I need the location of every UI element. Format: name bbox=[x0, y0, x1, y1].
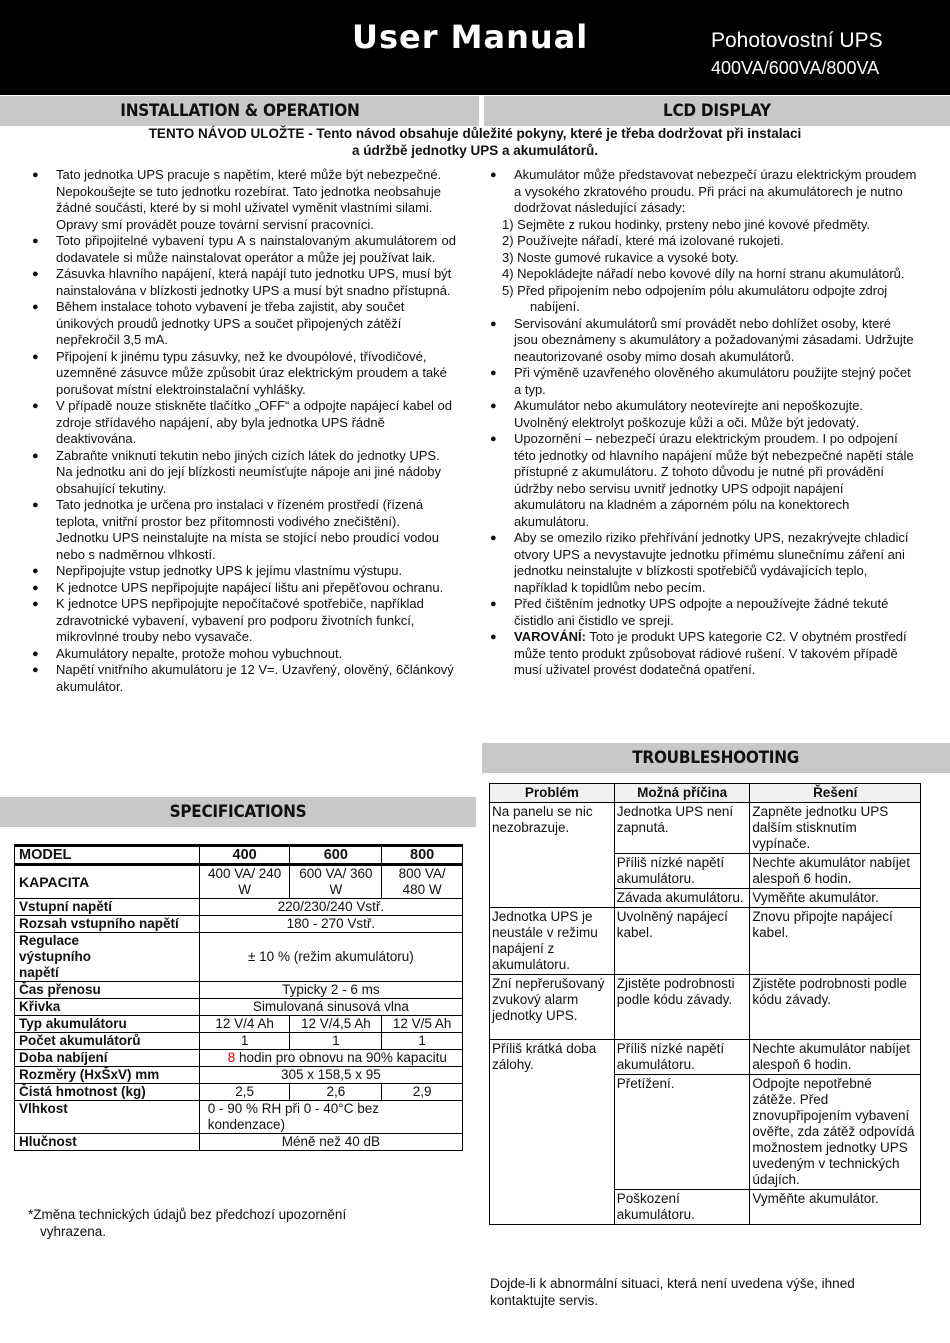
list-item: ● Během instalace tohoto vybavení je třeba zajistit, aby součet únikových proudů jednotky UPS a součet připojených zátěží nepřekročil 3,5 mA. bbox=[32, 299, 456, 349]
table-cell: KAPACITA bbox=[15, 865, 200, 899]
warning-line-2: a údržbě jednotky UPS a akumulátorů. bbox=[351, 142, 599, 158]
table-cell: 400 bbox=[199, 846, 290, 865]
table-cell: 2,9 bbox=[382, 1084, 463, 1101]
table-cell: 1 bbox=[290, 1033, 382, 1050]
product-models: 400VA/600VA/800VA bbox=[711, 58, 880, 78]
table-row bbox=[15, 1050, 463, 1067]
table-cell: Doba nabíjení bbox=[15, 1050, 200, 1067]
table-row bbox=[15, 899, 463, 916]
table-cell: 800 VA/ 480 W bbox=[382, 865, 463, 899]
step-item: 5) Před připojením nebo odpojením pólu akumulátoru odpojte zdroj nabíjení. bbox=[502, 282, 888, 314]
table-cell: 400 VA/ 240 W bbox=[199, 865, 290, 899]
step-item: 1) Sejměte z rukou hodinky, prsteny nebo jiné kovové předměty. bbox=[502, 216, 871, 232]
list-item: ● Tato jednotka je určena pro instalaci v řízeném prostředí (řízená teplota, vnitřní prostor bez přítomnosti vodivého znečištění). Jednotku UPS neinstalujte na místa se stojící nebo proudící vodou nebo s nadměrnou vlhkostí. bbox=[32, 497, 456, 563]
table-cell: Zní nepřerušovaný zvukový alarm jednotky UPS. bbox=[490, 975, 615, 1040]
table-cell: Zjistěte podrobnosti podle kódu závady. bbox=[614, 975, 750, 1040]
table-cell: Rozsah vstupního napětí bbox=[15, 916, 200, 933]
list-item: ● Tato jednotka UPS pracuje s napětím, které může být nebezpečné. Nepokoušejte se tuto jednotku rozebírat. Tato jednotka neobsahuje žádné součásti, které by si mohl uživatel vyměnit vlastními silami. Opravy smí provádět pouze tovární servisní pracovníci. bbox=[32, 167, 456, 233]
table-cell: Přetížení. bbox=[614, 1075, 750, 1190]
list-item: ● K jednotce UPS nepřipojujte nepočítačové spotřebiče, například zdravotnické vybavení, vybavení pro podporu životních funkcí, mikrovlnné trouby nebo vysavače. bbox=[32, 596, 456, 646]
list-item: ● Akumulátory nepalte, protože mohou vybuchnout. bbox=[32, 646, 456, 663]
table-cell: 800 bbox=[382, 846, 463, 865]
table-row bbox=[15, 1067, 463, 1084]
table-cell: Čistá hmotnost (kg) bbox=[15, 1084, 200, 1101]
specifications-table bbox=[14, 844, 463, 1151]
list-item: ● K jednotce UPS nepřipojujte napájecí lištu ani přepěťovou ochranu. bbox=[32, 580, 456, 597]
table-cell: Jednotka UPS není zapnutá. bbox=[614, 803, 750, 854]
troubleshooting-table bbox=[489, 783, 921, 1225]
table-cell: Křivka bbox=[15, 999, 200, 1016]
list-item: ● Při výměně uzavřeného olověného akumulátoru použijte stejný počet a typ. bbox=[490, 365, 918, 398]
table-cell: 12 V/4,5 Ah bbox=[290, 1016, 382, 1033]
list-item: ● Nepřipojujte vstup jednotky UPS k jejímu vlastnímu výstupu. bbox=[32, 563, 456, 580]
table-row bbox=[15, 1101, 463, 1134]
table-cell: 0 - 90 % RH při 0 - 40°C bez kondenzace) bbox=[199, 1101, 462, 1134]
table-cell: 220/230/240 Vstř. bbox=[199, 899, 462, 916]
table-cell: Příliš nízké napětí akumulátoru. bbox=[614, 1040, 750, 1075]
table-row bbox=[15, 1084, 463, 1101]
section-troubleshooting-bar bbox=[482, 743, 950, 773]
table-cell: 1 bbox=[199, 1033, 290, 1050]
table-cell bbox=[199, 1050, 462, 1067]
table-cell: 2,6 bbox=[290, 1084, 382, 1101]
warning-text: Toto je produkt UPS kategorie C2. V obytném prostředí může tento produkt způsobovat rádiové rušení. V takovém případě musí uživatel provést dodatečná opatření. bbox=[514, 629, 907, 677]
table-row bbox=[15, 865, 463, 899]
list-item: ● Zásuvka hlavního napájení, která napájí tuto jednotku UPS, musí být nainstalována v blízkosti jednotky UPS a musí být snadno přístupná. bbox=[32, 266, 456, 299]
table-cell: Uvolněný napájecí kabel. bbox=[614, 908, 750, 975]
warning-line-1: TENTO NÁVOD ULOŽTE - Tento návod obsahuje důležité pokyny, které je třeba dodržovat při instalaci bbox=[148, 126, 802, 141]
table-cell: Jednotka UPS je neustále v režimu napájení z akumulátoru. bbox=[490, 908, 615, 975]
table-cell: 12 V/4 Ah bbox=[199, 1016, 290, 1033]
section-lcd-title: LCD DISPLAY bbox=[663, 101, 771, 121]
list-item: ● Toto připojitelné vybavení typu A s nainstalovaným akumulátorem od dodavatele si může nainstalovat operátor a může jej používat laik. bbox=[32, 233, 456, 266]
table-cell: Hlučnost bbox=[15, 1134, 200, 1151]
table-row bbox=[15, 1033, 463, 1050]
table-cell: 2,5 bbox=[199, 1084, 290, 1101]
table-cell: Příliš nízké napětí akumulátoru. bbox=[614, 854, 750, 889]
list-item: ● Připojení k jinému typu zásuvky, než ke dvoupólové, třívodičové, uzemněné zásuvce může způsobit úraz elektrickým proudem a také porušovat místní elektroinstalační vyhlášky. bbox=[32, 349, 456, 399]
table-cell: Nechte akumulátor nabíjet alespoň 6 hodin. bbox=[750, 854, 921, 889]
table-row bbox=[490, 1040, 921, 1075]
product-name: Pohotovostní UPS bbox=[711, 29, 883, 52]
list-item: ● Před čištěním jednotky UPS odpojte a nepoužívejte žádné tekuté čistidlo ani čistidlo ve spreji. bbox=[490, 596, 918, 629]
table-cell: Vyměňte akumulátor. bbox=[750, 889, 921, 908]
table-cell: Odpojte nepotřebné zátěže. Před znovupřipojením vybavení ověřte, zda zátěž odpovídá možnostem jednotky UPS uvedeným v technických údajích. bbox=[750, 1075, 921, 1190]
table-cell: ± 10 % (režim akumulátoru) bbox=[199, 933, 462, 982]
battery-safety-column bbox=[490, 167, 918, 679]
table-cell: Poškození akumulátoru. bbox=[614, 1190, 750, 1225]
section-lcd-bar bbox=[484, 96, 950, 126]
table-cell: Vlhkost bbox=[15, 1101, 200, 1134]
table-cell: Simulovaná sinusová vlna bbox=[199, 999, 462, 1016]
table-row bbox=[15, 846, 463, 865]
charge-hours-text: hodin pro obnovu na 90% kapacitu bbox=[235, 1050, 447, 1065]
list-item: ● Napětí vnitřního akumulátoru je 12 V=. Uzavřený, olověný, 6článkový akumulátor. bbox=[32, 662, 456, 695]
table-cell: Typicky 2 - 6 ms bbox=[199, 982, 462, 999]
list-item: ● V případě nouze stiskněte tlačítko „OFF“ a odpojte napájecí kabel od zdroje střídavého napájení, aby byla jednotka UPS řádně deaktivována. bbox=[32, 398, 456, 448]
table-cell: Počet akumulátorů bbox=[15, 1033, 200, 1050]
section-installation-bar bbox=[0, 96, 479, 126]
table-cell: Rozměry (HxŠxV) mm bbox=[15, 1067, 200, 1084]
step-item: 3) Noste gumové rukavice a vysoké boty. bbox=[502, 249, 739, 265]
table-row bbox=[15, 916, 463, 933]
list-item: ● Servisování akumulátorů smí provádět nebo dohlížet osoby, které jsou obeznámeny s akumulátory a požadovanými zásadami. Udržujte neautorizované osoby mimo dosah akumulátorů. bbox=[490, 316, 918, 366]
table-cell: Možná příčina bbox=[614, 784, 750, 803]
table-cell: 180 - 270 Vstř. bbox=[199, 916, 462, 933]
table-cell: 600 VA/ 360 W bbox=[290, 865, 382, 899]
warning-label: VAROVÁNÍ: bbox=[514, 629, 586, 644]
table-cell: Řešení bbox=[750, 784, 921, 803]
list-item: ● Zabraňte vniknutí tekutin nebo jiných cizích látek do jednotky UPS. Na jednotku ani do její blízkosti neumísťujte nápoje ani jiné nádoby obsahující tekutiny. bbox=[32, 448, 456, 498]
charge-hours-value: 8 bbox=[227, 1050, 236, 1065]
table-row bbox=[15, 1134, 463, 1151]
step-item: 4) Nepokládejte nářadí nebo kovové díly na horní stranu akumulátorů. bbox=[502, 266, 905, 281]
list-item: ● Upozornění – nebezpečí úrazu elektrickým proudem. I po odpojení této jednotky od hlavního napájení může být nebezpečné napětí stále přístupné z akumulátoru. Z tohoto důvodu je nutné při provádění údržby nebo servisu uvnitř jednotky UPS odpojit napájení akumulátoru na kladném a záporném pólu na konektorech akumulátoru. bbox=[490, 431, 918, 530]
table-cell: 305 x 158,5 x 95 bbox=[199, 1067, 462, 1084]
table-cell: Na panelu se nic nezobrazuje. bbox=[490, 803, 615, 908]
table-row bbox=[490, 803, 921, 854]
table-cell: MODEL bbox=[15, 846, 200, 865]
table-cell: 12 V/5 Ah bbox=[382, 1016, 463, 1033]
table-row bbox=[490, 784, 921, 803]
list-item: ● Akumulátor může představovat nebezpečí úrazu elektrickým proudem a vysokého zkratového proudu. Při práci na akumulátorech je nutno dodržovat následující zásady: bbox=[490, 167, 918, 217]
table-cell: Regulace výstupního napětí bbox=[15, 933, 200, 982]
table-row bbox=[15, 1016, 463, 1033]
table-row bbox=[15, 933, 463, 982]
table-row bbox=[490, 975, 921, 1040]
table-cell: Nechte akumulátor nabíjet alespoň 6 hodin. bbox=[750, 1040, 921, 1075]
table-cell: Čas přenosu bbox=[15, 982, 200, 999]
table-cell: Vstupní napětí bbox=[15, 899, 200, 916]
document-title: User Manual bbox=[352, 18, 589, 56]
table-cell: Zjistěte podrobnosti podle kódu závady. bbox=[750, 975, 921, 1040]
table-cell: Méně než 40 dB bbox=[199, 1134, 462, 1151]
battery-steps-list bbox=[490, 217, 918, 316]
table-cell: Problém bbox=[490, 784, 615, 803]
table-cell: Zapněte jednotku UPS dalším stisknutím vypínače. bbox=[750, 803, 921, 854]
section-troubleshooting-title: TROUBLESHOOTING bbox=[632, 748, 800, 768]
table-row bbox=[15, 982, 463, 999]
section-specifications-bar bbox=[0, 797, 476, 827]
table-row bbox=[15, 999, 463, 1016]
table-cell: Příliš krátká doba zálohy. bbox=[490, 1040, 615, 1225]
table-cell: 1 bbox=[382, 1033, 463, 1050]
list-item: ● Aby se omezilo riziko přehřívání jednotky UPS, nezakrývejte chladicí otvory UPS a nevystavujte jednotku přímému slunečnímu záření ani jednotku neinstalujte v blízkosti spotřebičů vydávajících teplo, například k topidlům nebo pecím. bbox=[490, 530, 918, 596]
table-row bbox=[490, 908, 921, 975]
table-cell: Znovu připojte napájecí kabel. bbox=[750, 908, 921, 975]
table-cell: 600 bbox=[290, 846, 382, 865]
spec-footnote: *Změna technických údajů bez předchozí upozornění vyhrazena. bbox=[28, 1207, 347, 1239]
section-installation-title: INSTALLATION & OPERATION bbox=[119, 101, 360, 121]
header-banner bbox=[0, 0, 950, 95]
table-cell: Závada akumulátoru. bbox=[614, 889, 750, 908]
troubleshooting-footer: Dojde-li k abnormální situaci, která není uvedena výše, ihned kontaktujte servis. bbox=[490, 1276, 855, 1308]
table-cell: Vyměňte akumulátor. bbox=[750, 1190, 921, 1225]
table-cell: Typ akumulátoru bbox=[15, 1016, 200, 1033]
battery-intro-list bbox=[490, 167, 918, 217]
step-item: 2) Používejte nářadí, které má izolované rukojeti. bbox=[502, 233, 784, 248]
section-specifications-title: SPECIFICATIONS bbox=[169, 802, 307, 822]
installation-safety-list bbox=[32, 167, 456, 695]
list-item: ● Akumulátor nebo akumulátory neotevírejte ani nepoškozujte. Uvolněný elektrolyt poškozuje kůži a oči. Může být jedovatý. bbox=[490, 398, 918, 431]
list-item bbox=[490, 629, 918, 679]
battery-safety-list bbox=[490, 316, 918, 679]
save-manual-warning bbox=[0, 126, 950, 159]
